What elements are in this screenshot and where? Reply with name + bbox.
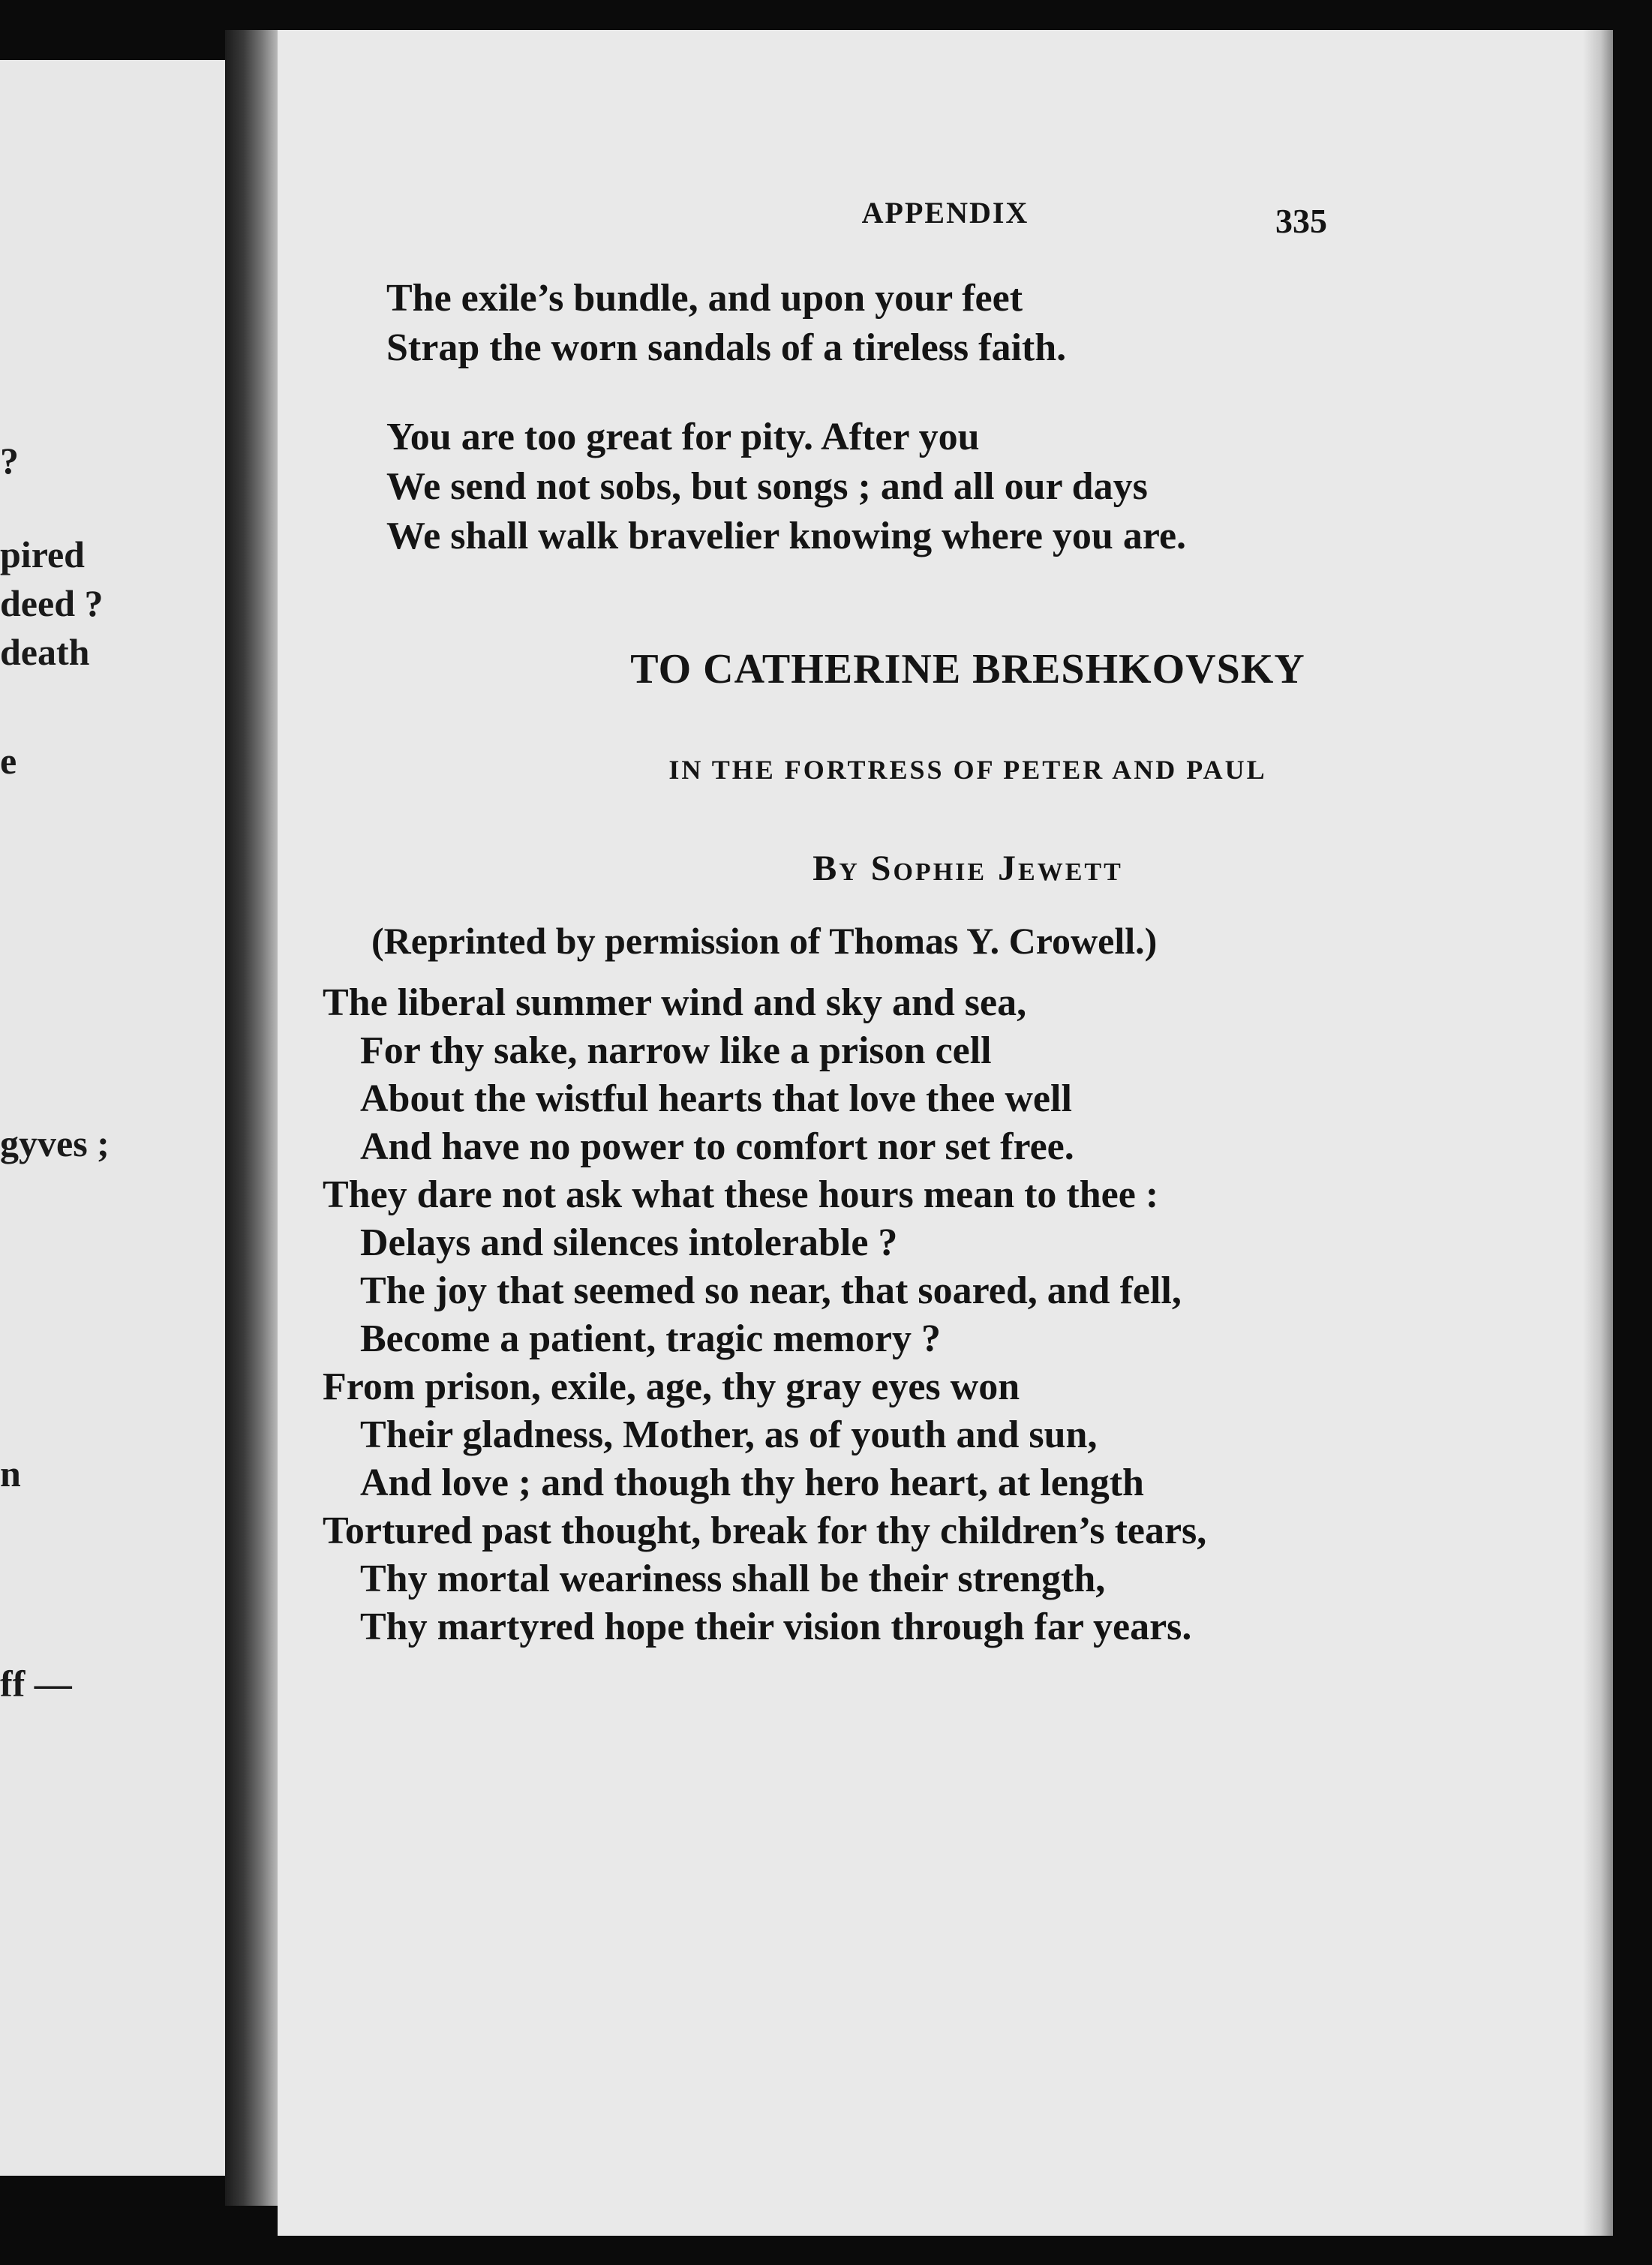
verse-line: We send not sobs, but songs ; and all our days [386,465,1148,508]
book-page [278,30,1613,2236]
verse-line: About the wistful hearts that love thee well [360,1077,1072,1120]
left-fragment: ff — [0,1663,72,1705]
poem-byline: By Sophie Jewett [812,849,1123,888]
verse-line: From prison, exile, age, thy gray eyes won [323,1365,1020,1408]
verse-line: Their gladness, Mother, as of youth and sun, [360,1413,1098,1456]
verse-line: Strap the worn sandals of a tireless faith. [386,326,1067,369]
left-fragment: death [0,631,90,673]
permission-note: (Reprinted by permission of Thomas Y. Crowell.) [371,920,1158,962]
book-gutter [225,30,278,2206]
verse-line: For thy sake, narrow like a prison cell [360,1029,992,1072]
poem-title: TO CATHERINE BRESHKOVSKY [630,646,1305,692]
left-fragment: gyves ; [0,1122,110,1164]
verse-line: They dare not ask what these hours mean to thee : [323,1173,1159,1216]
stanza [386,413,1186,561]
left-fragment: e [0,740,17,782]
poem-body [323,979,1206,1651]
verse-line: Tortured past thought, break for thy children’s tears, [323,1509,1207,1552]
left-fragment: ? [0,440,19,482]
left-fragment: deed ? [0,582,104,624]
left-page-fragment [0,60,225,2176]
stanza [386,274,1066,373]
verse-line: The exile’s bundle, and upon your feet [386,277,1023,320]
verse-line: And have no power to comfort nor set free. [360,1125,1074,1168]
verse-line: We shall walk bravelier knowing where you are. [386,515,1187,557]
verse-line: And love ; and though thy hero heart, at length [360,1461,1144,1504]
verse-line: You are too great for pity. After you [386,416,980,458]
verse-line: Thy martyred hope their vision through far years. [360,1606,1192,1648]
poem-subtitle: IN THE FORTRESS OF PETER AND PAUL [668,755,1267,785]
verse-line: The joy that seemed so near, that soared, and fell, [360,1269,1182,1312]
page-edge [1583,30,1613,2236]
verse-line: The liberal summer wind and sky and sea, [323,981,1027,1024]
left-fragment: pired [0,533,85,575]
verse-line: Delays and silences intolerable ? [360,1221,898,1264]
left-fragment: n [0,1452,21,1494]
verse-line: Thy mortal weariness shall be their strength, [360,1558,1106,1600]
page-number: 335 [1275,202,1327,240]
running-head: APPENDIX [861,196,1029,230]
verse-line: Become a patient, tragic memory ? [360,1317,941,1360]
